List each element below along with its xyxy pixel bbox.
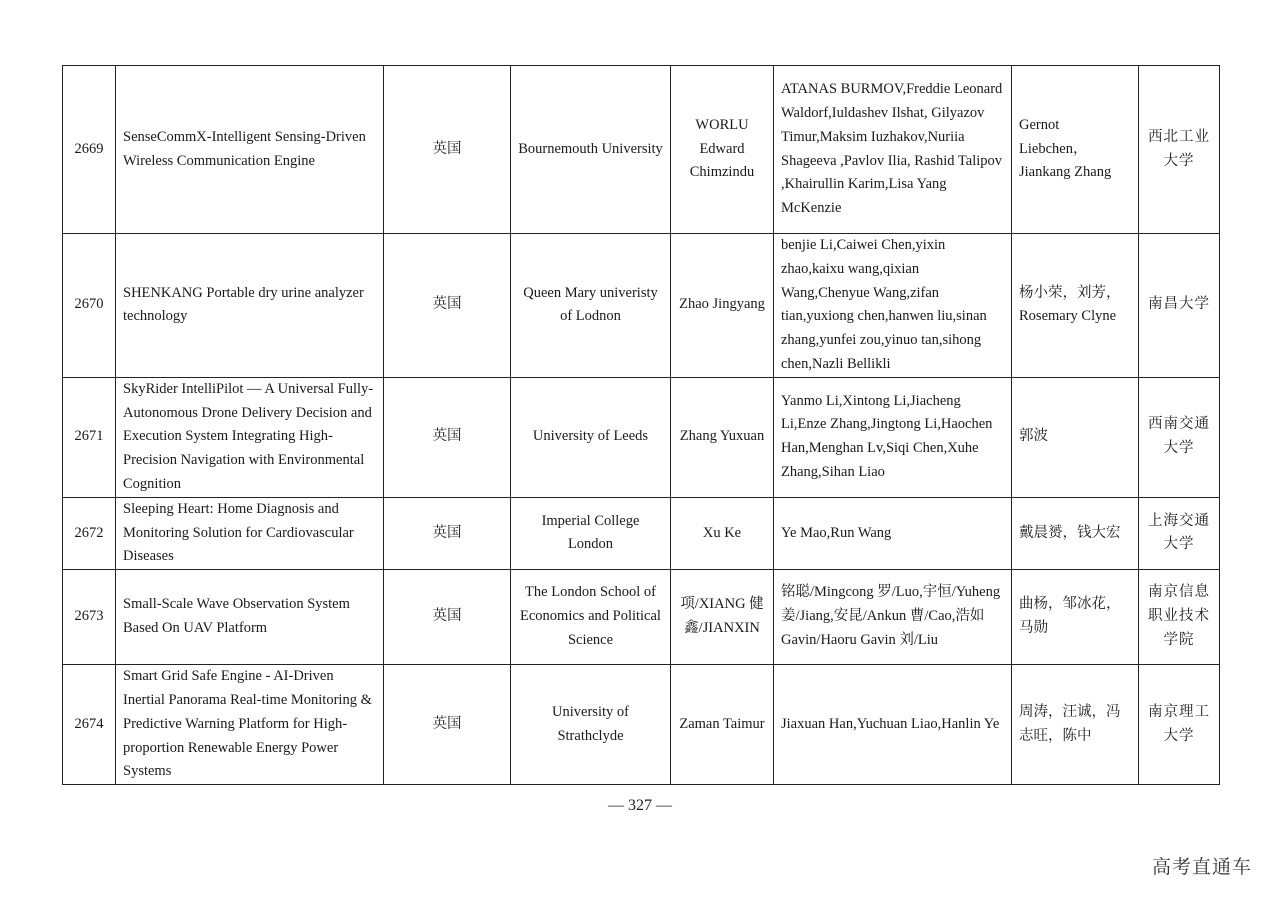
team-members: Ye Mao,Run Wang — [774, 497, 1012, 569]
team-leader: Zaman Taimur — [671, 665, 774, 785]
project-name: SenseCommX-Intelligent Sensing-Driven Wireless Communication Engine — [116, 66, 384, 234]
university: Queen Mary univeristy of Lodnon — [511, 234, 671, 378]
row-id: 2674 — [63, 665, 116, 785]
team-members: ATANAS BURMOV,Freddie Leonard Waldorf,Iuldashev Ilshat, Gilyazov Timur,Maksim Iuzhakov,Nuriia Shageeva ,Pavlov Ilia, Rashid Talipov ,Khairullin Karim,Lisa Yang McKenzie — [774, 66, 1012, 234]
mentors: 曲杨，邹冰花，马勋 — [1012, 570, 1139, 665]
university: The London School of Economics and Political Science — [511, 570, 671, 665]
mentors: 戴晨赟，钱大宏 — [1012, 497, 1139, 569]
mentors: Gernot Liebchen，Jiankang Zhang — [1012, 66, 1139, 234]
school: 南京理工大学 — [1139, 665, 1220, 785]
project-name: SHENKANG Portable dry urine analyzer technology — [116, 234, 384, 378]
mentors: 郭波 — [1012, 377, 1139, 497]
university: Bournemouth University — [511, 66, 671, 234]
team-members: benjie Li,Caiwei Chen,yixin zhao,kaixu wang,qixian Wang,Chenyue Wang,zifan tian,yuxiong chen,hanwen liu,sinan zhang,yunfei zou,yinuo tan,sihong chen,Nazli Bellikli — [774, 234, 1012, 378]
table-row — [63, 497, 1220, 569]
school: 南昌大学 — [1139, 234, 1220, 378]
country: 英国 — [384, 234, 511, 378]
project-name: SkyRider IntelliPilot — A Universal Fully-Autonomous Drone Delivery Decision and Execution System Integrating High-Precision Navigation with Environmental Cognition — [116, 377, 384, 497]
award-table — [62, 65, 1220, 785]
university: University of Leeds — [511, 377, 671, 497]
school: 西南交通大学 — [1139, 377, 1220, 497]
country: 英国 — [384, 665, 511, 785]
country: 英国 — [384, 570, 511, 665]
team-leader: Zhao Jingyang — [671, 234, 774, 378]
university: University of Strathclyde — [511, 665, 671, 785]
school: 上海交通大学 — [1139, 497, 1220, 569]
page-number: — 327 — — [608, 797, 672, 814]
mentors: 杨小荣，刘芳，Rosemary Clyne — [1012, 234, 1139, 378]
team-members: 铭聪/Mingcong 罗/Luo,宇恒/Yuheng 姜/Jiang,安昆/Ankun 曹/Cao,浩如 Gavin/Haoru Gavin 刘/Liu — [774, 570, 1012, 665]
project-name: Small-Scale Wave Observation System Based On UAV Platform — [116, 570, 384, 665]
country: 英国 — [384, 66, 511, 234]
table-row — [63, 66, 1220, 234]
row-id: 2670 — [63, 234, 116, 378]
table-row — [63, 377, 1220, 497]
watermark: 高考直通车 — [1151, 856, 1252, 878]
table-row — [63, 665, 1220, 785]
row-id: 2669 — [63, 66, 116, 234]
table-row — [63, 234, 1220, 378]
team-members: Yanmo Li,Xintong Li,Jiacheng Li,Enze Zhang,Jingtong Li,Haochen Han,Menghan Lv,Siqi Chen,Xuhe Zhang,Sihan Liao — [774, 377, 1012, 497]
team-leader: WORLU Edward Chimzindu — [671, 66, 774, 234]
team-leader: 项/XIANG 健鑫/JIANXIN — [671, 570, 774, 665]
university: Imperial College London — [511, 497, 671, 569]
row-id: 2672 — [63, 497, 116, 569]
team-leader: Xu Ke — [671, 497, 774, 569]
table-row — [63, 570, 1220, 665]
team-members: Jiaxuan Han,Yuchuan Liao,Hanlin Ye — [774, 665, 1012, 785]
table-body — [63, 66, 1220, 785]
row-id: 2673 — [63, 570, 116, 665]
school: 南京信息职业技术学院 — [1139, 570, 1220, 665]
row-id: 2671 — [63, 377, 116, 497]
mentors: 周涛，汪诚，冯志旺，陈中 — [1012, 665, 1139, 785]
project-name: Smart Grid Safe Engine - AI-Driven Inertial Panorama Real-time Monitoring & Predictive Warning Platform for High-proportion Renewable Energy Power Systems — [116, 665, 384, 785]
project-name: Sleeping Heart: Home Diagnosis and Monitoring Solution for Cardiovascular Diseases — [116, 497, 384, 569]
country: 英国 — [384, 497, 511, 569]
school: 西北工业大学 — [1139, 66, 1220, 234]
team-leader: Zhang Yuxuan — [671, 377, 774, 497]
country: 英国 — [384, 377, 511, 497]
